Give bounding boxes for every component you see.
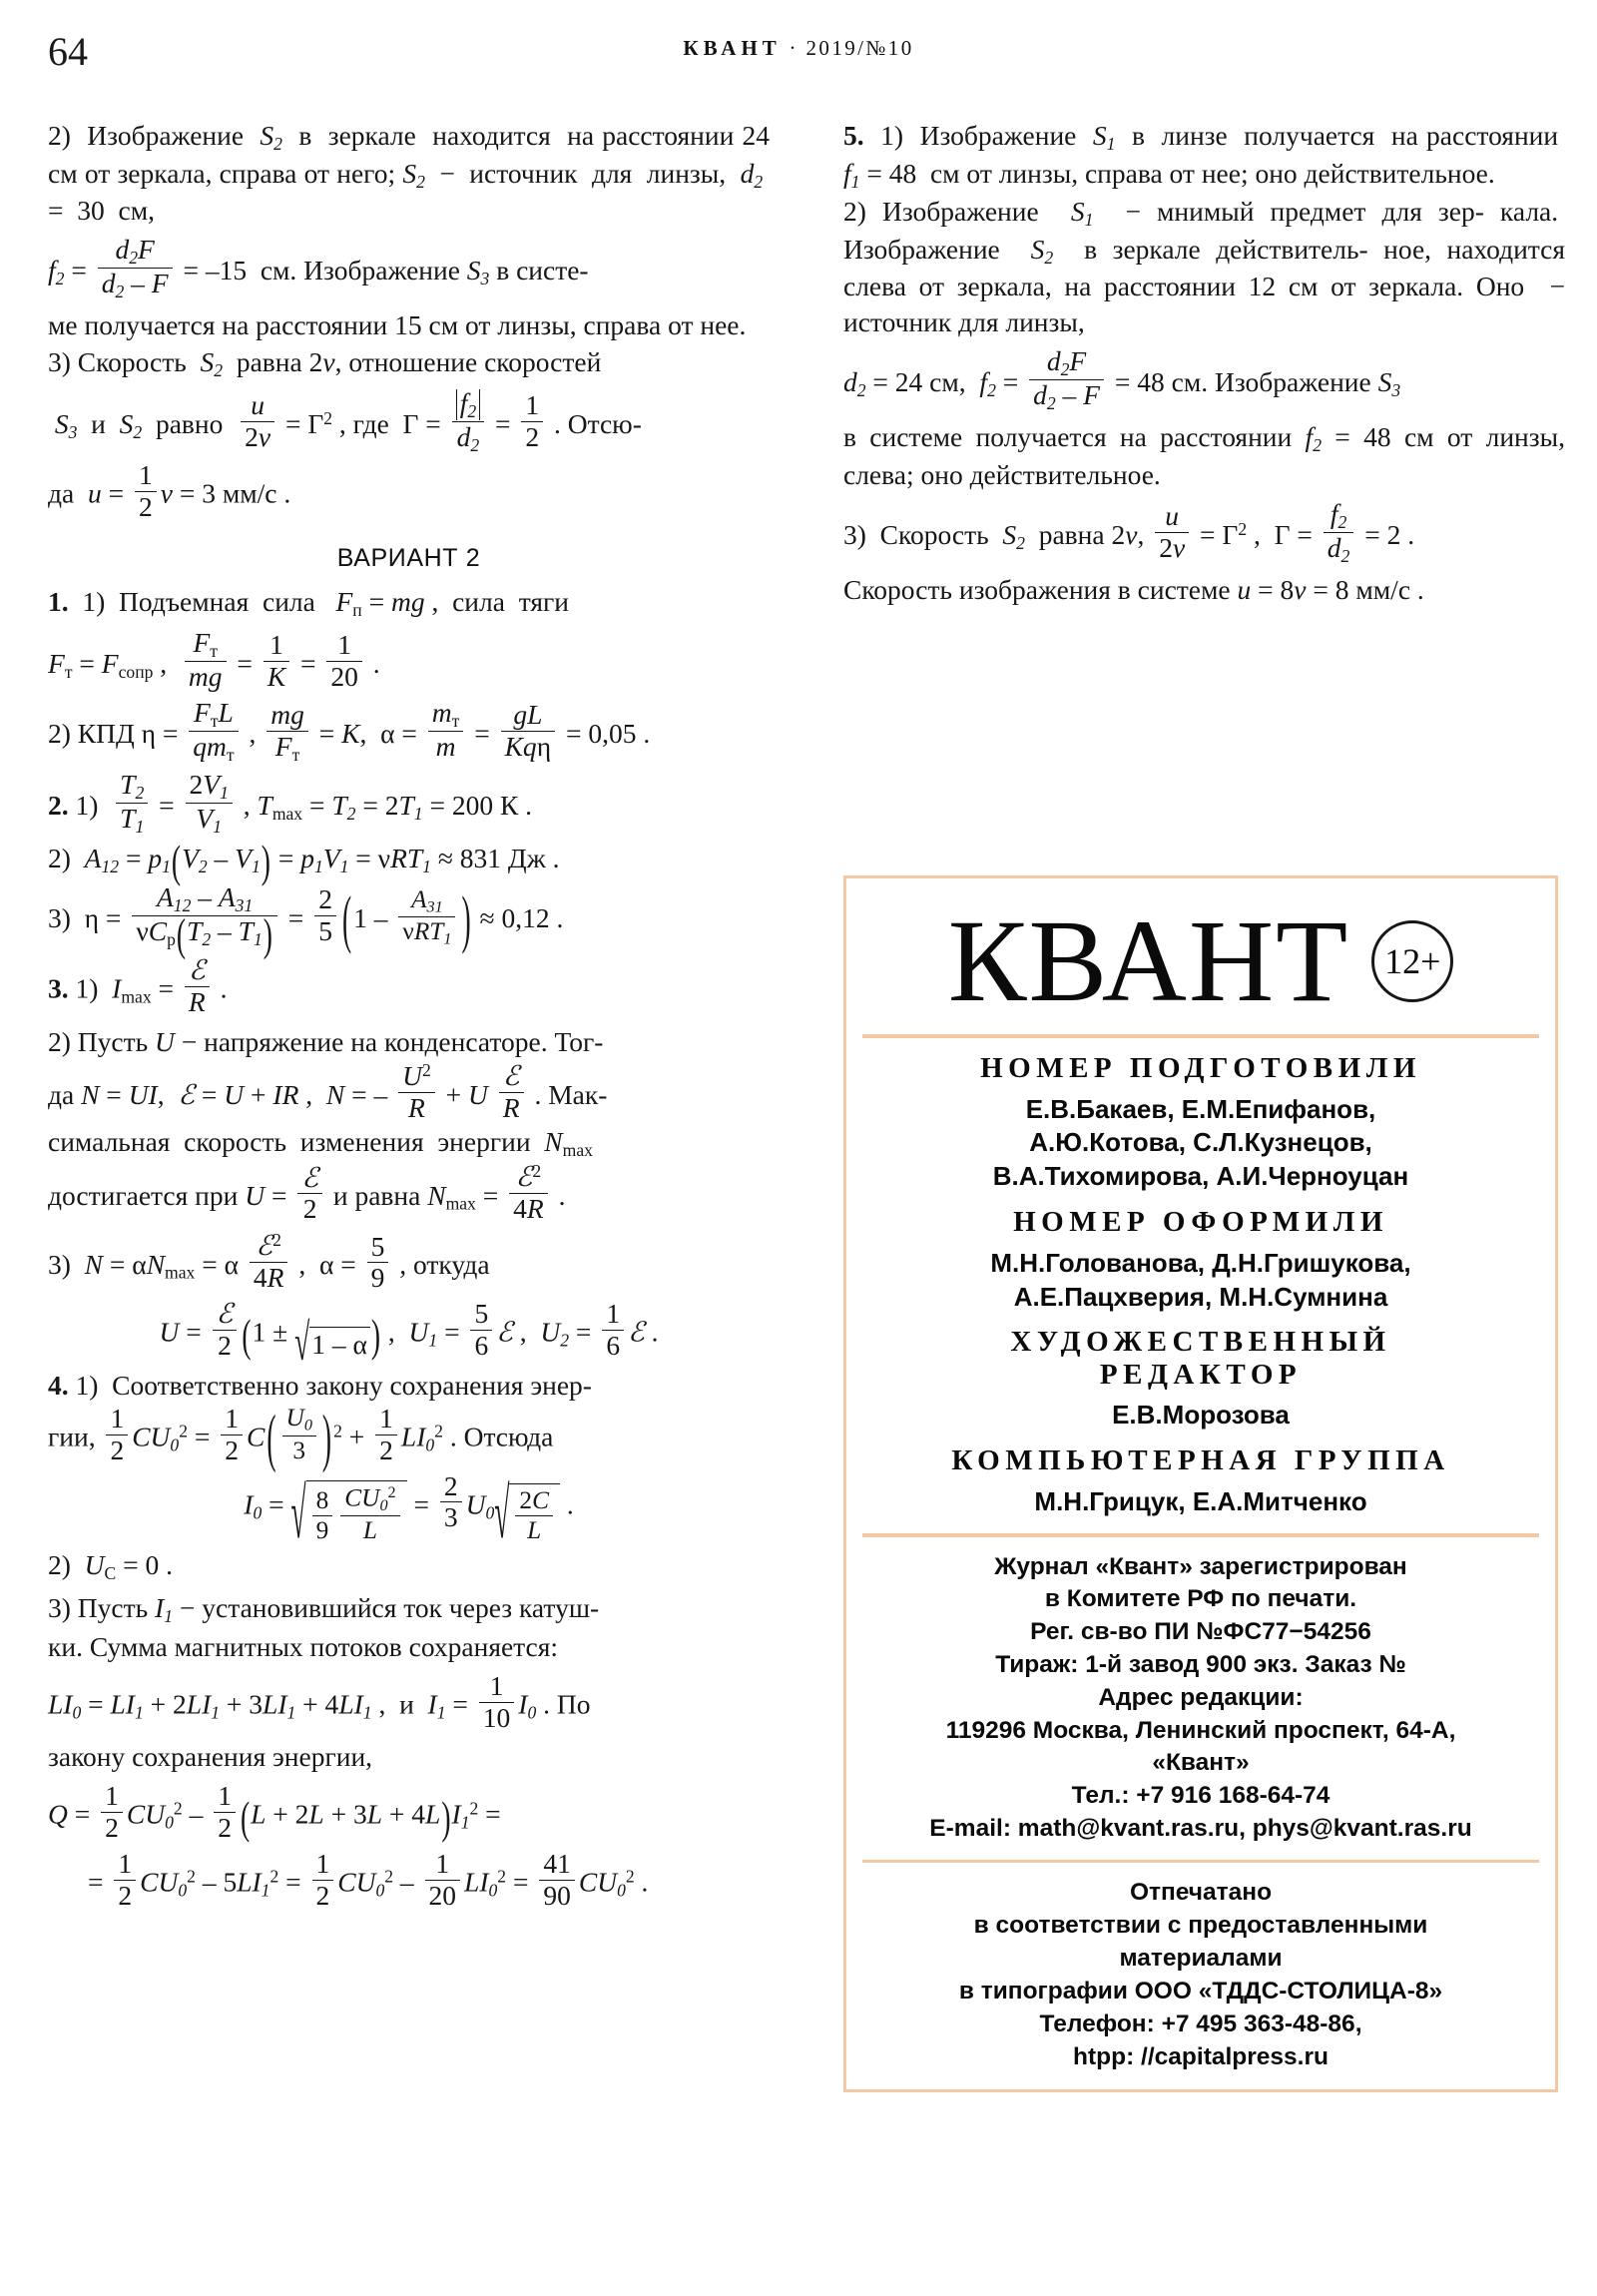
printing-line: материалами (1119, 1945, 1283, 1973)
runhead-separator: · (789, 36, 798, 60)
address-line: 119296 Москва, Ленинский проспект, 64-А, (945, 1716, 1456, 1744)
credit-line: М.Н.Грицук, Е.А.Митченко (1034, 1486, 1367, 1517)
paragraph: гии, $\frac{1}{2}$ $CU_0^2$ = $\frac{1}{2}$ C( $\frac{U_0}{3}$ ) $^2$ + $\frac{1}{2}$ $LI_0^2$ . Отсюда (48, 1400, 554, 1473)
display-formula: 2. 1) $\frac{T_2}{T_1}$ = $\frac{2V_1}{V_1}$ , $T_{max} = T_2 = 2T_1 = 200$ К . (48, 769, 533, 838)
registration-line: в Комитете РФ по печати. (1044, 1585, 1357, 1613)
display-formula: U = ℰ 2 (1 ± √1 – α ) , $U_1$ = $\frac{5}{6}$ ℰ , $U_2$ = $\frac{1}{6}$ ℰ . (159, 1298, 659, 1372)
registration-line: Рег. св-во ПИ №ФС77−54256 (1030, 1618, 1371, 1646)
credit-line: В.А.Тихомирова, А.И.Черноуцан (992, 1161, 1409, 1192)
credits-names (862, 1247, 1539, 1315)
kvant-logo: КВАНТ (947, 895, 1350, 1026)
registration-line: Журнал «Квант» зарегистрирован (994, 1552, 1407, 1580)
display-formula: Q = $\frac{1}{2}$ $CU_0^2$ – $\frac{1}{2}$ $(L + 2L + 3L + 4L)I_1^2$ = (48, 1780, 501, 1844)
address-line: «Квант» (1152, 1749, 1250, 1777)
credits-section-title: КОМПЬЮТЕРНАЯ ГРУППА (951, 1444, 1450, 1477)
display-formula: = $\frac{1}{2}$ $CU_0^2 - 5LI_1^2$ = $\frac{1}{2}$ $CU_0^2$ – $\frac{1}{20}$ $LI_0^2$ = $\frac{41}{90}$ $CU_0^2$ . (88, 1847, 649, 1911)
paragraph: 2) Изображение $S_2$ в зеркале находится на расстоянии 24 см от зеркала, справа от него; $S_2$ − источник для линзы, $d_2 = 30$ см, (48, 120, 770, 227)
printing-line: в соответствии с предоставленными (973, 1912, 1428, 1940)
address-title: Адрес редакции: (1098, 1683, 1304, 1711)
address-block (862, 1682, 1539, 1846)
logo-row (862, 895, 1539, 1026)
display-formula: $S_3$ и $S_2$ равно $\frac{u}{2v}$ = $Г^2$ , где Г = $\frac{f_2}{d_2}$ = $\frac{1}{2}$ . Отсю- (54, 386, 642, 455)
display-formula: $d_2 = 24$ см, $f_2$ = $\frac{d_2F}{d_2 - F}$ = 48 см. Изображение $S_3$ (843, 344, 1401, 413)
display-formula: $f_2$ = $\frac{d_2F}{d_2 - F}$ = –15 см. Изображение $S_3$ в систе- (48, 233, 589, 301)
display-formula: 3) $N = \alpha N_{max} = \alpha$ ℰ$^2$ 4R , α = $\frac{5}{9}$ , откуда (48, 1230, 490, 1294)
credit-line: Е.В.Бакаев, Е.М.Епифанов, (1025, 1093, 1376, 1124)
paragraph: 3) Скорость $S_2$ равна 2v, отношение скоростей (48, 346, 602, 380)
paragraph: 3) Пусть $I_1$ − установившийся ток через катуш- (48, 1592, 600, 1627)
paragraph: закону сохранения энергии, (48, 1741, 373, 1773)
divider (862, 1034, 1539, 1038)
credit-line: М.Н.Голованова, Д.Н.Гришукова, (990, 1247, 1411, 1278)
paragraph: 2) Пусть U − напряжение на конденсаторе. Тог- (48, 1026, 604, 1058)
registration-info (862, 1551, 1539, 1682)
variant-heading: ВАРИАНТ 2 (336, 543, 481, 572)
display-formula: $LI_0 = LI_1 + 2LI_1 + 3LI_1 + 4LI_1$ , и $I_1$ = $\frac{1}{10}$ $I_0$ . По (48, 1669, 591, 1733)
paragraph: 1. 1) Подъемная сила $F_п$ = mg , сила тяги (48, 585, 569, 620)
paragraph: Скорость изображения в системе u = 8v = 8 мм/с . (843, 574, 1424, 606)
divider (862, 1860, 1539, 1864)
printing-info (862, 1877, 1539, 2073)
paragraph: ки. Сумма магнитных потоков сохраняется: (48, 1630, 559, 1662)
credit-line: А.Ю.Котова, С.Л.Кузнецов, (1029, 1127, 1372, 1158)
display-formula: 2) $A_{12} = p_1(V_2 - V_1) = p_1V_1 = \nu RT_1 \approx 831$ Дж . (48, 835, 560, 886)
credits-names (862, 1399, 1539, 1433)
paragraph: да N = UI, ℰ = U + IR , N = – $\frac{U^2}{R}$ + U ℰ R . Мак- (48, 1059, 608, 1123)
journal-name: КВАНТ (683, 36, 782, 60)
paragraph: симальная скорость изменения энергии $N_{max}$ (48, 1125, 593, 1160)
right-column (843, 118, 1565, 609)
display-formula: 2) $U_C = 0$ . (48, 1549, 174, 1583)
credits-section-title: НОМЕР ПОДГОТОВИЛИ (980, 1051, 1421, 1084)
running-head (0, 36, 1597, 61)
paragraph: 5. 1) Изображение $S_1$ в линзе получается на расстоянии $f_1 = 48$ см от линзы, справа от нее; оно действительное. (843, 120, 1565, 192)
credits-section-title: ХУДОЖЕСТВЕННЫЙ РЕДАКТОР (1010, 1326, 1391, 1391)
paragraph: ме получается на расстоянии 15 см от линзы, справа от нее. (48, 309, 747, 341)
page-header (0, 28, 1597, 74)
display-formula: 3) Скорость $S_2$ равна 2v, $\frac{u}{2v}$ = $Г^2$ , Г = $\frac{f_2}{d_2}$ = 2 . (843, 497, 1415, 566)
display-formula: 3. 1) $I_{max}$ = ℰ R . (48, 954, 228, 1018)
divider (862, 1533, 1539, 1537)
issue-label: 2019/№10 (805, 36, 914, 60)
email-line: E-mail: math@kvant.ras.ru, phys@kvant.ras.ru (929, 1815, 1472, 1843)
display-formula: да u = $\frac{1}{2}$ v = 3 мм/с . (48, 459, 291, 523)
display-formula: $I_0$ = √ $\frac{8}{9}$ $\frac{CU_0^2}{L}$ = $\frac{2}{3}$ $U_0√$ $\frac{2C}{L}$ . (244, 1469, 574, 1553)
left-column (48, 118, 770, 1918)
printing-phone-line: Телефон: +7 495 363-48-86, (1039, 2009, 1362, 2037)
display-formula: $F_т = F_{сопр}$ , $F_т$ mg = $\frac{1}{K}$ = $\frac{1}{20}$ . (48, 626, 380, 692)
credits-names (862, 1093, 1539, 1194)
credits-section-title: НОМЕР ОФОРМИЛИ (1013, 1205, 1388, 1238)
paragraph: достигается при U = ℰ 2 и равна $N_{max}$ = ℰ$^2$ 4R . (48, 1161, 566, 1225)
phone-line: Тел.: +7 916 168-64-74 (1071, 1782, 1331, 1810)
credit-line: А.Е.Пацхверия, М.Н.Сумнина (1013, 1281, 1388, 1312)
paragraph: 2) Изображение $S_1$ − мнимый предмет для зер- кала. Изображение $S_2$ в зеркале действитель- ное, находится слева от зеркала, на расстоянии 12 см от зеркала. Оно − источник для линзы, (843, 196, 1565, 338)
colophon-box (843, 875, 1558, 2092)
age-rating-badge: 12+ (1371, 920, 1453, 1002)
printing-url-line: htpp: //capitalpress.ru (1073, 2042, 1329, 2070)
credits-names (862, 1485, 1539, 1519)
registration-line: Тираж: 1-й завод 900 экз. Заказ № (995, 1651, 1406, 1678)
credit-line: Е.В.Морозова (1112, 1400, 1290, 1431)
printing-line: Отпечатано (1129, 1879, 1273, 1907)
page-number: 64 (48, 29, 88, 74)
display-formula: 3) η = $A_{12} - A_{31}$ $\nu C_p(T_2 - T_1)$ = $\frac{2}{5}$ (1 – $A_{31}$ νRT$_1$ ) ≈ 0,12 . (48, 880, 564, 960)
paragraph: в системе получается на расстоянии $f_2 = 48$ см от линзы, слева; оно действительное. (843, 421, 1565, 490)
display-formula: 2) КПД η = $F_тL$ $qm_т$ , mg $F_т$ = K, α = $m_т$ m = gL Kqη = 0,05 . (48, 696, 651, 765)
printing-line: в типографии ООО «ТДДС-СТОЛИЦА-8» (958, 1977, 1443, 2005)
paragraph: 4. 1) Соответственно закону сохранения энер- (48, 1370, 592, 1401)
